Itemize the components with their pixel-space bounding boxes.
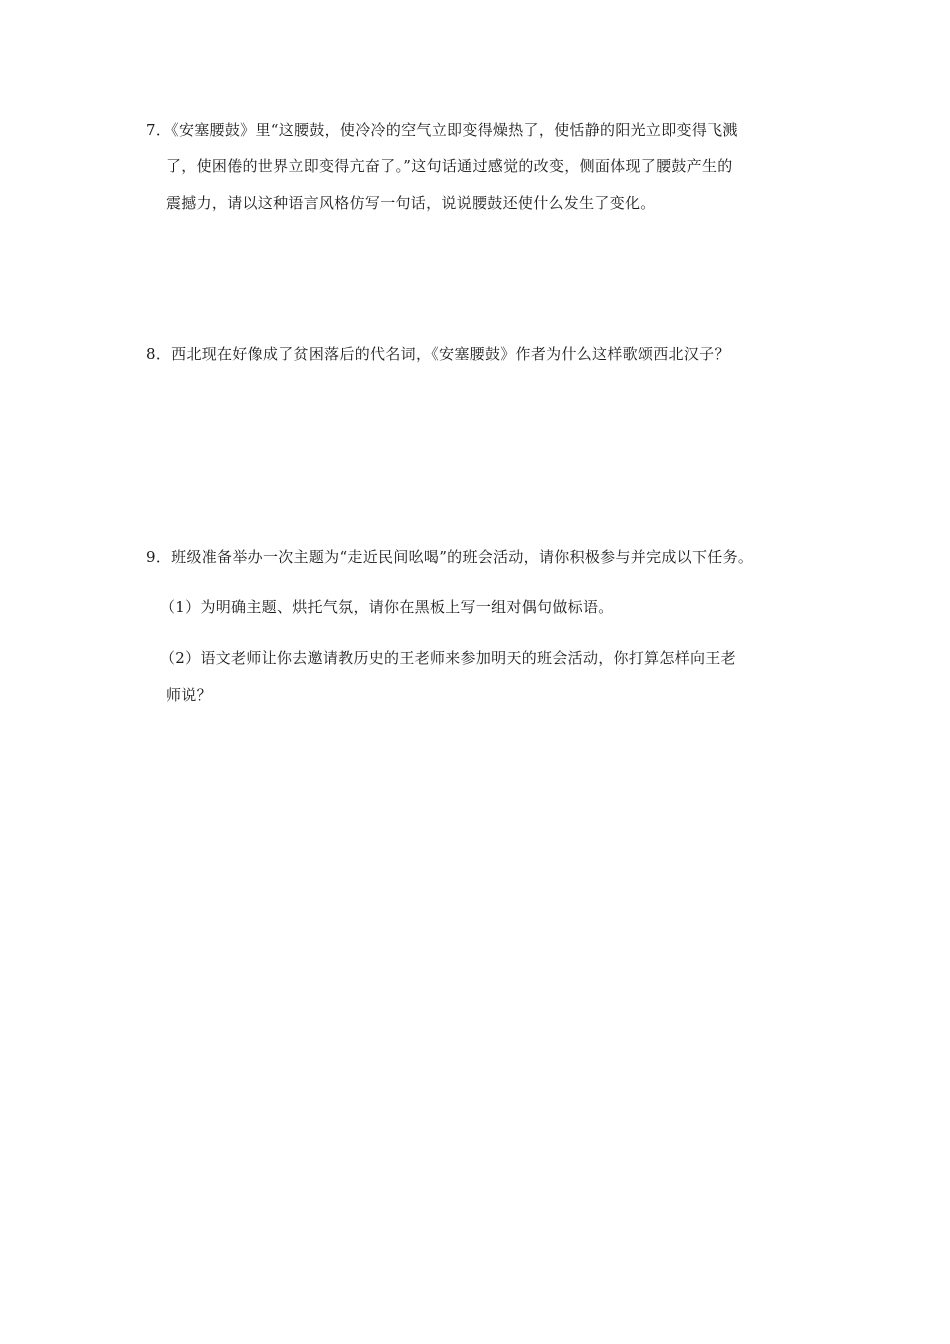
question-9-subtask-2-line-2: 师说？ xyxy=(166,686,212,704)
question-9-line-1: 9．班级准备举办一次主题为“走近民间吆喝”的班会活动，请你积极参与并完成以下任务。 xyxy=(146,548,754,566)
question-7-line-2: 了，使困倦的世界立即变得亢奋了。”这句话通过感觉的改变，侧面体现了腰鼓产生的 xyxy=(166,157,733,175)
question-7-line-1: 7．《安塞腰鼓》里“这腰鼓，使冷冷的空气立即变得燥热了，使恬静的阳光立即变得飞溅 xyxy=(146,121,738,139)
question-9-subtask-2-line-1: （2）语文老师让你去邀请教历史的王老师来参加明天的班会活动，你打算怎样向王老 xyxy=(160,649,736,667)
question-7-line-3: 震撼力，请以这种语言风格仿写一句话，说说腰鼓还使什么发生了变化。 xyxy=(166,194,656,212)
question-8-line-1: 8．西北现在好像成了贫困落后的代名词，《安塞腰鼓》作者为什么这样歌颂西北汉子？ xyxy=(146,345,730,363)
question-9-subtask-1: （1）为明确主题、烘托气氛，请你在黑板上写一组对偶句做标语。 xyxy=(160,598,614,616)
